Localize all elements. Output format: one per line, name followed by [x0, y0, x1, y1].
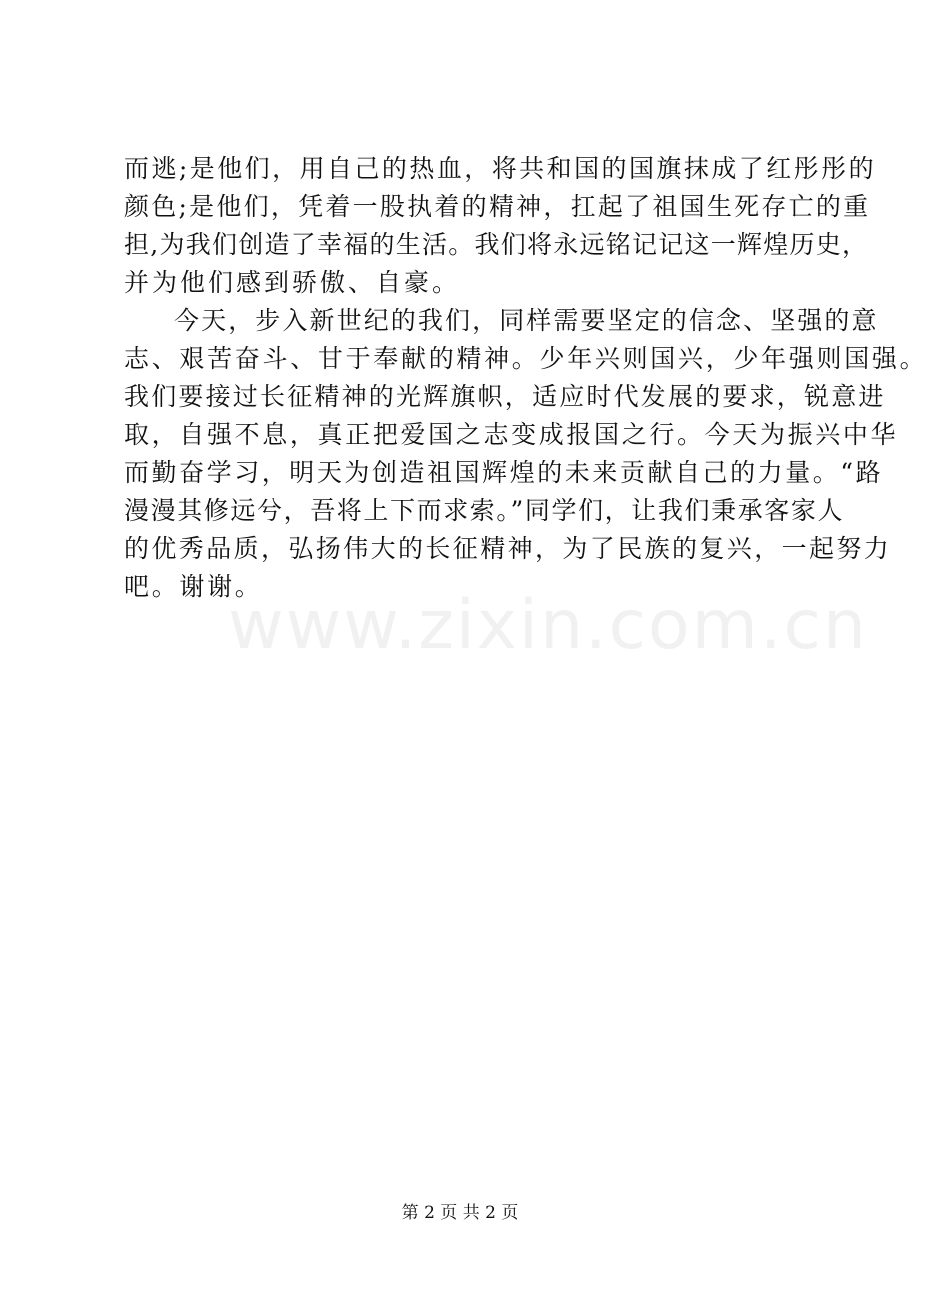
- page-footer: 第 2 页 共 2 页: [401, 1203, 519, 1223]
- text-line: 我们要接过长征精神的光辉旗帜，适应时代发展的要求，锐意进: [124, 382, 886, 411]
- text-line: 颜色;是他们，凭着一股执着的精神，扛起了祖国生死存亡的重: [124, 192, 871, 221]
- text-line: 取，自强不息，真正把爱国之志变成报国之行。今天为振兴中华: [124, 420, 899, 449]
- text-line: 而勤奋学习，明天为创造祖国辉煌的未来贡献自己的力量。“路: [124, 458, 884, 487]
- watermark: www.zixin.com.cn: [228, 586, 868, 665]
- text-line: 的优秀品质，弘扬伟大的长征精神，为了民族的复兴，一起努力: [124, 534, 892, 563]
- text-line: 志、艰苦奋斗、甘于奉献的精神。少年兴则国兴，少年强则国强。: [124, 344, 927, 373]
- text-line: 吧。谢谢。: [124, 572, 263, 601]
- text-line: 漫漫其修远兮，吾将上下而求索。”同学们，让我们秉承客家人: [124, 496, 845, 525]
- paragraph-first-line: 今天，步入新世纪的我们，同样需要坚定的信念、坚强的意: [174, 306, 879, 335]
- text-line: 而逃;是他们，用自己的热血，将共和国的国旗抹成了红彤彤的: [124, 154, 877, 183]
- document-body: [124, 150, 927, 606]
- text-line: 担,为我们创造了幸福的生活。我们将永远铭记记这一辉煌历史，: [124, 230, 869, 259]
- text-line: 并为他们感到骄傲、自豪。: [124, 268, 461, 297]
